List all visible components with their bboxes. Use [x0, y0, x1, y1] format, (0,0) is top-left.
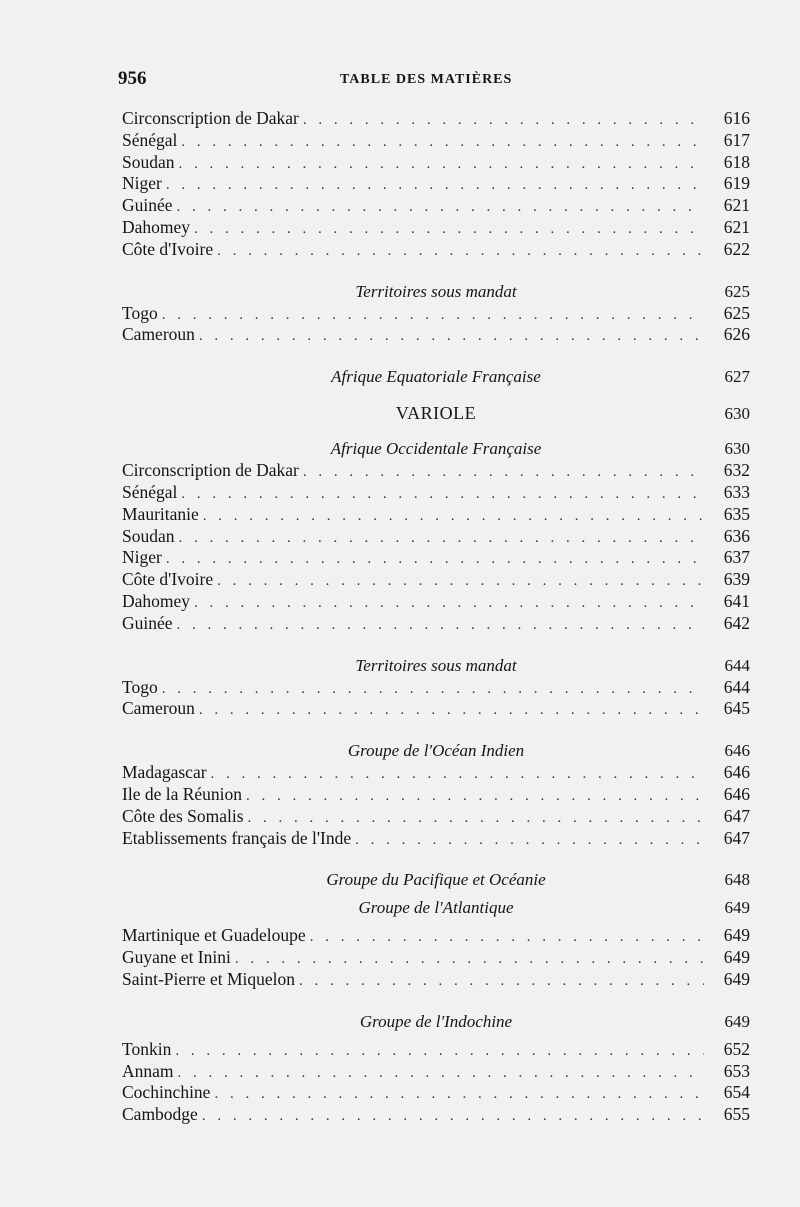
- toc-entry-label: Cambodge: [122, 1104, 198, 1125]
- toc-entry-page: 653: [723, 1060, 750, 1081]
- section-heading: [122, 897, 750, 919]
- toc-entry-page: 652: [723, 1038, 750, 1059]
- toc-entry: [122, 569, 750, 591]
- toc-entry-page: 633: [723, 481, 750, 502]
- dot-leader: [203, 506, 704, 528]
- dot-leader: [194, 593, 704, 615]
- toc-entry-page: 647: [723, 805, 750, 826]
- toc-entry-label: Tonkin: [122, 1038, 172, 1059]
- toc-entry-page: 641: [723, 590, 750, 611]
- dot-leader: [214, 1084, 704, 1106]
- toc-entry-page: 654: [723, 1082, 750, 1103]
- section-heading: [122, 366, 750, 388]
- section-heading: [122, 438, 750, 460]
- dot-leader: [181, 132, 704, 154]
- page-number: 956: [118, 68, 147, 89]
- toc-entry-page: 622: [723, 238, 750, 259]
- dot-leader: [181, 484, 704, 506]
- toc-entry: [122, 195, 750, 217]
- toc-entry: [122, 969, 750, 991]
- toc-entry: [122, 698, 750, 720]
- toc-entry-label: Annam: [122, 1060, 174, 1081]
- toc-entry-page: 616: [723, 108, 750, 128]
- toc-entry: [122, 460, 750, 482]
- dot-leader: [166, 549, 704, 571]
- dot-leader: [355, 830, 704, 852]
- toc-entry: [122, 925, 750, 947]
- section-heading: [122, 1011, 750, 1033]
- toc-entry-page: 621: [723, 216, 750, 237]
- section-heading: [122, 281, 750, 303]
- dot-leader: [175, 1041, 704, 1063]
- dot-leader: [211, 764, 704, 786]
- section-heading: [122, 655, 750, 677]
- toc-entry-label: Soudan: [122, 525, 175, 546]
- section-title: Groupe de l'Océan Indien: [347, 741, 525, 761]
- toc-entry-page: 637: [723, 547, 750, 568]
- section-heading: [122, 740, 750, 762]
- toc-entry: [122, 677, 750, 699]
- toc-entry: [122, 130, 750, 152]
- chapter-page: 630: [724, 404, 750, 424]
- section-page: 627: [724, 367, 750, 387]
- section-title: Afrique Occidentale Française: [330, 439, 542, 459]
- toc-entry-page: 646: [723, 783, 750, 804]
- toc-entry-label: Etablissements français de l'Inde: [122, 827, 352, 848]
- toc-entry-label: Soudan: [122, 151, 175, 172]
- toc-entry-page: 617: [723, 129, 750, 150]
- dot-leader: [217, 571, 704, 593]
- section-title: Afrique Equatoriale Française: [331, 367, 541, 387]
- toc-entry-page: 649: [723, 925, 750, 946]
- dot-leader: [177, 197, 704, 219]
- toc-entry-label: Cameroun: [122, 324, 195, 345]
- toc-entry: [122, 947, 750, 969]
- toc-entry: [122, 173, 750, 195]
- toc-entry-label: Ile de la Réunion: [122, 783, 243, 804]
- toc-entry-label: Niger: [122, 547, 162, 568]
- dot-leader: [177, 615, 704, 637]
- toc-entry-page: 645: [723, 698, 750, 719]
- toc-entry-page: 626: [723, 324, 750, 345]
- chapter-title: VARIOLE: [395, 403, 477, 424]
- dot-leader: [303, 110, 704, 132]
- toc-entry: [122, 108, 750, 130]
- toc-entry-label: Madagascar: [122, 762, 207, 783]
- dot-leader: [202, 1106, 704, 1128]
- toc-entry: [122, 828, 750, 850]
- toc-entry: [122, 591, 750, 613]
- toc-entry-page: 642: [723, 612, 750, 633]
- dot-leader: [235, 949, 704, 971]
- dot-leader: [310, 927, 704, 949]
- toc-entry-page: 635: [723, 503, 750, 524]
- toc-entry: [122, 784, 750, 806]
- toc-entry-label: Togo: [122, 302, 158, 323]
- toc-entry-label: Saint-Pierre et Miquelon: [122, 968, 296, 989]
- toc-entry-label: Circonscription de Dakar: [122, 108, 299, 128]
- dot-leader: [299, 971, 704, 993]
- dot-leader: [162, 305, 704, 327]
- section-title: Territoires sous mandat: [355, 655, 517, 675]
- toc-entry-label: Togo: [122, 676, 158, 697]
- toc-entry-label: Dahomey: [122, 216, 191, 237]
- toc-entry: [122, 806, 750, 828]
- section-title: Groupe de l'Indochine: [359, 1011, 513, 1031]
- running-title: TABLE DES MATIÈRES: [340, 72, 513, 87]
- toc-entry-page: 618: [723, 151, 750, 172]
- section-page: 625: [724, 281, 750, 301]
- section-title: Groupe de l'Atlantique: [358, 898, 514, 918]
- dot-leader: [303, 462, 704, 484]
- section-page: 649: [724, 1011, 750, 1031]
- dot-leader: [199, 700, 704, 722]
- toc-entry-page: 625: [723, 302, 750, 323]
- dot-leader: [179, 528, 705, 550]
- toc-entry-page: 647: [723, 827, 750, 848]
- toc-entry-page: 621: [723, 195, 750, 216]
- toc-entry: [122, 217, 750, 239]
- section-page: 644: [724, 655, 750, 675]
- toc-entry-page: 646: [723, 762, 750, 783]
- toc-entry-label: Circonscription de Dakar: [122, 460, 299, 481]
- toc-entry: [122, 1104, 750, 1126]
- dot-leader: [162, 679, 704, 701]
- toc-entry: [122, 762, 750, 784]
- section-title: Territoires sous mandat: [355, 281, 517, 301]
- dot-leader: [246, 786, 704, 808]
- toc-entry-label: Côte d'Ivoire: [122, 238, 214, 259]
- toc-entry-page: 632: [723, 460, 750, 481]
- toc-entry: [122, 504, 750, 526]
- toc-entry: [122, 324, 750, 346]
- toc-entry-page: 636: [723, 525, 750, 546]
- section-page: 649: [724, 898, 750, 918]
- toc-entry-page: 619: [723, 173, 750, 194]
- section-heading: [122, 869, 750, 891]
- section-page: 648: [724, 870, 750, 890]
- table-of-contents: [122, 108, 750, 1126]
- toc-entry: [122, 303, 750, 325]
- toc-entry-label: Martinique et Guadeloupe: [122, 925, 306, 946]
- toc-entry-label: Guyane et Inini: [122, 947, 231, 968]
- toc-entry-label: Dahomey: [122, 590, 191, 611]
- chapter-heading: [122, 402, 750, 424]
- toc-entry: [122, 1061, 750, 1083]
- toc-entry-label: Côte d'Ivoire: [122, 569, 214, 590]
- toc-entry-label: Cameroun: [122, 698, 195, 719]
- toc-entry-label: Cochinchine: [122, 1082, 211, 1103]
- dot-leader: [217, 241, 704, 263]
- section-title: Groupe du Pacifique et Océanie: [326, 870, 546, 890]
- toc-entry-label: Guinée: [122, 195, 173, 216]
- toc-entry-page: 655: [723, 1104, 750, 1125]
- toc-entry: [122, 1039, 750, 1061]
- toc-entry-page: 644: [723, 676, 750, 697]
- dot-leader: [166, 175, 704, 197]
- toc-entry-label: Guinée: [122, 612, 173, 633]
- toc-entry-label: Sénégal: [122, 129, 178, 150]
- toc-entry-label: Niger: [122, 173, 162, 194]
- toc-entry-page: 649: [723, 947, 750, 968]
- dot-leader: [194, 219, 704, 241]
- toc-entry: [122, 613, 750, 635]
- toc-entry: [122, 482, 750, 504]
- dot-leader: [178, 1063, 704, 1085]
- section-page: 630: [724, 439, 750, 459]
- toc-entry: [122, 547, 750, 569]
- toc-entry: [122, 239, 750, 261]
- toc-entry: [122, 152, 750, 174]
- page-header: [118, 68, 748, 94]
- toc-entry-label: Sénégal: [122, 481, 178, 502]
- toc-entry-page: 639: [723, 569, 750, 590]
- toc-entry-page: 649: [723, 968, 750, 989]
- toc-entry: [122, 1082, 750, 1104]
- dot-leader: [199, 326, 704, 348]
- dot-leader: [179, 154, 705, 176]
- toc-entry-label: Côte des Somalis: [122, 805, 244, 826]
- section-page: 646: [724, 741, 750, 761]
- dot-leader: [248, 808, 704, 830]
- toc-entry: [122, 526, 750, 548]
- toc-entry-label: Mauritanie: [122, 503, 199, 524]
